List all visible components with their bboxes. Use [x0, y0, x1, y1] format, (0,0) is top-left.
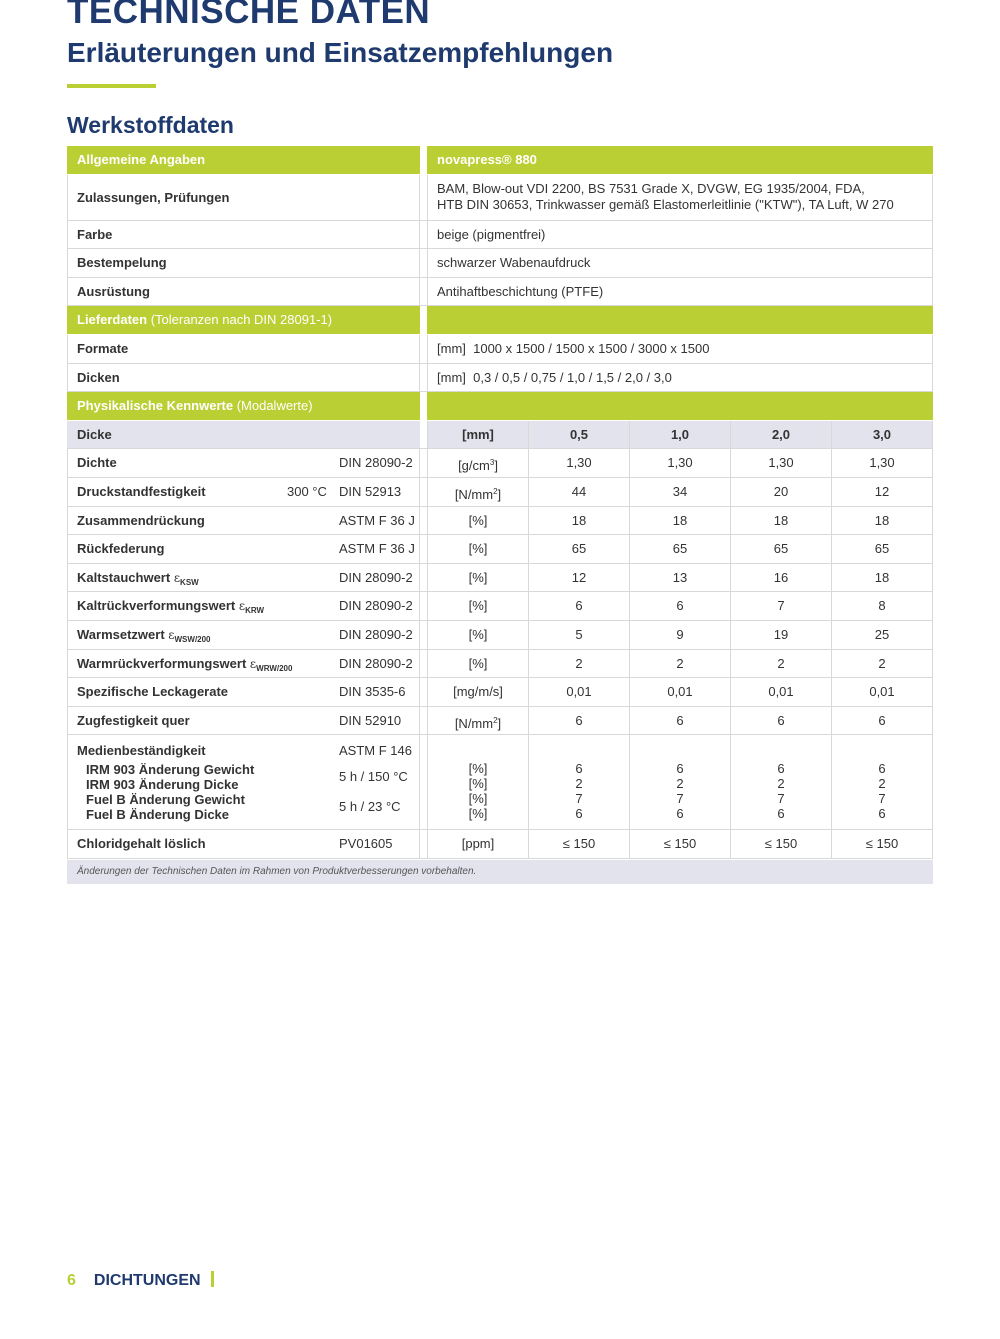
- row-label: Formate: [77, 340, 129, 356]
- row-value: 0,01: [831, 678, 933, 706]
- row-value: 34: [629, 478, 730, 506]
- delivery-header-label: Lieferdaten: [77, 312, 148, 328]
- media-sub-label: Fuel B Änderung Gewicht: [86, 792, 245, 808]
- epsilon-subscript: WRW/200: [256, 663, 293, 673]
- row-label-text: Druckstandfestigkeit: [77, 483, 206, 499]
- row-value: 44: [528, 478, 629, 506]
- unit-text: [%]: [468, 569, 488, 585]
- row-label: Dicken: [77, 369, 120, 385]
- row-label: Ausrüstung: [77, 283, 150, 299]
- physical-header-right: [427, 392, 933, 420]
- row-value: beige (pigmentfrei): [437, 226, 546, 242]
- row-standard: DIN 28090-2: [339, 598, 413, 614]
- row-value: 19: [730, 621, 831, 649]
- table-row: [67, 707, 933, 736]
- row-unit: [427, 650, 528, 678]
- delivery-header: [67, 306, 420, 334]
- row-label-text: Warmsetzwert: [77, 626, 165, 642]
- epsilon-symbol: ε: [168, 627, 175, 642]
- unit-text: [%]: [468, 512, 488, 528]
- media-value: 6: [878, 761, 886, 777]
- row-unit: [427, 678, 528, 706]
- page-number: 6: [67, 1272, 76, 1289]
- epsilon-subscript: KSW: [180, 577, 199, 587]
- row-label-text: Zusammendrückung: [77, 512, 205, 528]
- table-row: [67, 507, 933, 536]
- media-value: 2: [878, 776, 886, 792]
- row-value: 65: [528, 535, 629, 563]
- row-value: ≤ 150: [629, 830, 730, 858]
- table-row: [67, 364, 933, 393]
- row-unit: [427, 564, 528, 592]
- unit-text: [mg/m/s]: [453, 684, 503, 700]
- unit-text: [g/cm: [458, 458, 490, 474]
- table-row: [67, 278, 933, 307]
- general-header-row: [67, 146, 933, 175]
- row-value: 7: [730, 592, 831, 620]
- table-row: [67, 650, 933, 679]
- row-standard: ASTM F 36 J: [339, 512, 415, 528]
- footer-title: DICHTUNGEN: [93, 1272, 201, 1289]
- media-value: 7: [575, 791, 583, 807]
- table-row: [67, 221, 933, 250]
- row-value: 20: [730, 478, 831, 506]
- delivery-header-note: (Toleranzen nach DIN 28091-1): [150, 312, 333, 328]
- page-footer: [67, 1270, 214, 1292]
- media-values-col: [629, 735, 730, 829]
- row-value: 18: [831, 507, 933, 535]
- row-label-text: Rückfederung: [77, 541, 165, 557]
- row-unit: [427, 449, 528, 477]
- media-condition-1: 5 h / 150 °C: [339, 769, 408, 785]
- unit-end: ]: [497, 486, 502, 502]
- row-unit: [427, 478, 528, 506]
- unit-text: [N/mm: [454, 715, 494, 731]
- row-label: Bestempelung: [77, 255, 167, 271]
- row-value: 1,30: [528, 449, 629, 477]
- media-label: Medienbeständigkeit: [77, 743, 206, 759]
- accent-divider: [67, 84, 156, 88]
- row-label-text: Warmrückverformungswert: [77, 655, 247, 671]
- row-value: schwarzer Wabenaufdruck: [437, 255, 591, 271]
- media-value: 2: [575, 776, 583, 792]
- unit-end: ]: [494, 458, 498, 474]
- row-value: 5: [528, 621, 629, 649]
- media-value: 7: [676, 791, 684, 807]
- row-standard: PV01605: [339, 836, 393, 852]
- media-sub-label: IRM 903 Änderung Dicke: [86, 777, 239, 793]
- row-value: 12: [528, 564, 629, 592]
- table-row: [67, 592, 933, 621]
- unit-superscript: 2: [493, 486, 498, 496]
- row-standard: DIN 28090-2: [339, 655, 413, 671]
- row-label-text: Kaltrückverformungswert: [77, 598, 236, 614]
- row-temperature: 300 °C: [287, 483, 327, 499]
- media-value: 2: [777, 776, 785, 792]
- delivery-header-right: [427, 306, 933, 334]
- media-value: 6: [575, 761, 583, 777]
- unit-text: [%]: [468, 655, 488, 671]
- unit-text: [%]: [468, 626, 488, 642]
- media-value: 6: [575, 806, 583, 822]
- row-standard: DIN 3535-6: [339, 684, 406, 700]
- row-label-text: Dichte: [77, 455, 117, 471]
- row-value: 6: [629, 707, 730, 735]
- row-standard: DIN 52910: [339, 712, 402, 728]
- row-unit: [427, 592, 528, 620]
- general-header: Allgemeine Angaben: [67, 146, 420, 174]
- physical-header-label: Physikalische Kennwerte: [77, 398, 234, 414]
- media-value: 6: [676, 761, 684, 777]
- media-values-col: [831, 735, 933, 829]
- row-standard: DIN 52913: [339, 483, 402, 499]
- row-value: 65: [730, 535, 831, 563]
- thickness-header-row: [67, 421, 933, 450]
- thickness-col: 2,0: [730, 421, 831, 449]
- footer-bar: [211, 1271, 214, 1287]
- row-value: 6: [629, 592, 730, 620]
- row-value: ≤ 150: [831, 830, 933, 858]
- thickness-label: Dicke: [67, 421, 420, 449]
- row-unit: [427, 621, 528, 649]
- physical-header-row: [67, 392, 933, 421]
- media-values-col: [730, 735, 831, 829]
- page-subtitle: Erläuterungen und Einsatzempfehlungen: [67, 37, 614, 68]
- media-sub-label: Fuel B Änderung Dicke: [86, 807, 230, 823]
- row-value: 18: [730, 507, 831, 535]
- row-value: 6: [730, 707, 831, 735]
- table-row: [67, 478, 933, 507]
- physical-rows: [67, 449, 933, 735]
- product-name: novapress® 880: [427, 146, 933, 174]
- epsilon-subscript: WSW/200: [174, 634, 211, 644]
- row-value: 12: [831, 478, 933, 506]
- row-label-text: Kaltstauchwert: [77, 569, 171, 585]
- unit-text: [%]: [468, 541, 488, 557]
- table-row: [67, 449, 933, 478]
- row-label-text: Spezifische Leckagerate: [77, 684, 229, 700]
- media-standard: ASTM F 146: [339, 743, 412, 759]
- media-unit: [%]: [468, 776, 488, 792]
- thickness-col: 3,0: [831, 421, 933, 449]
- media-value: 6: [777, 761, 785, 777]
- physical-header-note: (Modalwerte): [236, 398, 313, 414]
- media-values-col: [528, 735, 629, 829]
- media-value: 6: [878, 806, 886, 822]
- media-value: 2: [676, 776, 684, 792]
- physical-header: [67, 392, 420, 420]
- table-row: [67, 249, 933, 278]
- row-value: 18: [528, 507, 629, 535]
- row-value: [mm] 0,3 / 0,5 / 0,75 / 1,0 / 1,5 / 2,0 / 3,0: [437, 369, 672, 385]
- media-value: 7: [878, 791, 886, 807]
- row-value: ≤ 150: [528, 830, 629, 858]
- material-data-table: [67, 146, 933, 859]
- section-title: Werkstoffdaten: [67, 112, 234, 138]
- table-row: [67, 175, 933, 221]
- epsilon-symbol: ε: [238, 599, 246, 614]
- row-standard: DIN 28090-2: [339, 626, 413, 642]
- row-value: [427, 175, 933, 220]
- unit-header: [mm]: [427, 421, 528, 449]
- row-value: Antihaftbeschichtung (PTFE): [437, 283, 604, 299]
- row-value: 2: [528, 650, 629, 678]
- row-standard: ASTM F 36 J: [339, 541, 415, 557]
- media-sub-label: IRM 903 Änderung Gewicht: [86, 762, 255, 778]
- row-label-text: Zugfestigkeit quer: [77, 712, 190, 728]
- media-value: 6: [676, 806, 684, 822]
- row-value: 1,30: [831, 449, 933, 477]
- epsilon-symbol: ε: [249, 656, 257, 671]
- approvals-line-2: HTB DIN 30653, Trinkwasser gemäß Elastomerleitlinie ("KTW"), TA Luft, W 270: [437, 196, 894, 212]
- media-unit: [%]: [468, 761, 488, 777]
- row-value: 0,01: [730, 678, 831, 706]
- row-value: 6: [528, 707, 629, 735]
- media-resistance-row: [67, 735, 933, 830]
- row-value: 8: [831, 592, 933, 620]
- row-value: 2: [629, 650, 730, 678]
- media-value: 7: [777, 791, 785, 807]
- row-value: 1,30: [730, 449, 831, 477]
- unit-end: ]: [497, 715, 502, 731]
- row-value: 6: [528, 592, 629, 620]
- thickness-col: 1,0: [629, 421, 730, 449]
- unit-text: [N/mm: [454, 486, 494, 502]
- row-label: Chloridgehalt löslich: [77, 836, 206, 852]
- row-value: 25: [831, 621, 933, 649]
- media-unit: [%]: [468, 791, 488, 807]
- unit-superscript: 2: [493, 715, 498, 725]
- row-value: 18: [831, 564, 933, 592]
- epsilon-subscript: KRW: [245, 606, 265, 616]
- media-unit: [%]: [468, 806, 488, 822]
- row-unit: [427, 507, 528, 535]
- row-value: 16: [730, 564, 831, 592]
- page-title: TECHNISCHE DATEN: [67, 0, 431, 31]
- unit-superscript: 3: [489, 458, 495, 468]
- table-row: [67, 678, 933, 707]
- delivery-header-row: [67, 306, 933, 335]
- unit-text: [%]: [468, 598, 488, 614]
- row-value: 65: [629, 535, 730, 563]
- table-row: [67, 535, 933, 564]
- row-value: 0,01: [629, 678, 730, 706]
- approvals-line-1: BAM, Blow-out VDI 2200, BS 7531 Grade X, DVGW, EG 1935/2004, FDA,: [437, 180, 865, 196]
- row-value: 1,30: [629, 449, 730, 477]
- media-units: [427, 735, 528, 829]
- row-value: 2: [831, 650, 933, 678]
- epsilon-symbol: ε: [173, 570, 181, 585]
- row-value: 9: [629, 621, 730, 649]
- chloride-row: [67, 830, 933, 859]
- table-row: [67, 335, 933, 364]
- row-value: ≤ 150: [730, 830, 831, 858]
- row-value: 2: [730, 650, 831, 678]
- media-value: 6: [777, 806, 785, 822]
- row-unit: [427, 535, 528, 563]
- footnote: Änderungen der Technischen Daten im Rahmen von Produktverbesserungen vorbehalten.: [67, 860, 933, 884]
- row-standard: DIN 28090-2: [339, 455, 413, 471]
- media-labels: [77, 743, 254, 822]
- thickness-col: 0,5: [528, 421, 629, 449]
- row-unit: [427, 707, 528, 735]
- row-value: 65: [831, 535, 933, 563]
- table-row: [67, 621, 933, 650]
- row-unit: [ppm]: [427, 830, 528, 858]
- row-standard: DIN 28090-2: [339, 569, 413, 585]
- row-label: Farbe: [77, 226, 113, 242]
- row-value: 13: [629, 564, 730, 592]
- row-value: 6: [831, 707, 933, 735]
- row-value: 18: [629, 507, 730, 535]
- row-value: 0,01: [528, 678, 629, 706]
- row-label: Zulassungen, Prüfungen: [77, 189, 230, 205]
- media-condition-2: 5 h / 23 °C: [339, 799, 401, 815]
- table-row: [67, 564, 933, 593]
- row-value: [mm] 1000 x 1500 / 1500 x 1500 / 3000 x 1500: [437, 340, 710, 356]
